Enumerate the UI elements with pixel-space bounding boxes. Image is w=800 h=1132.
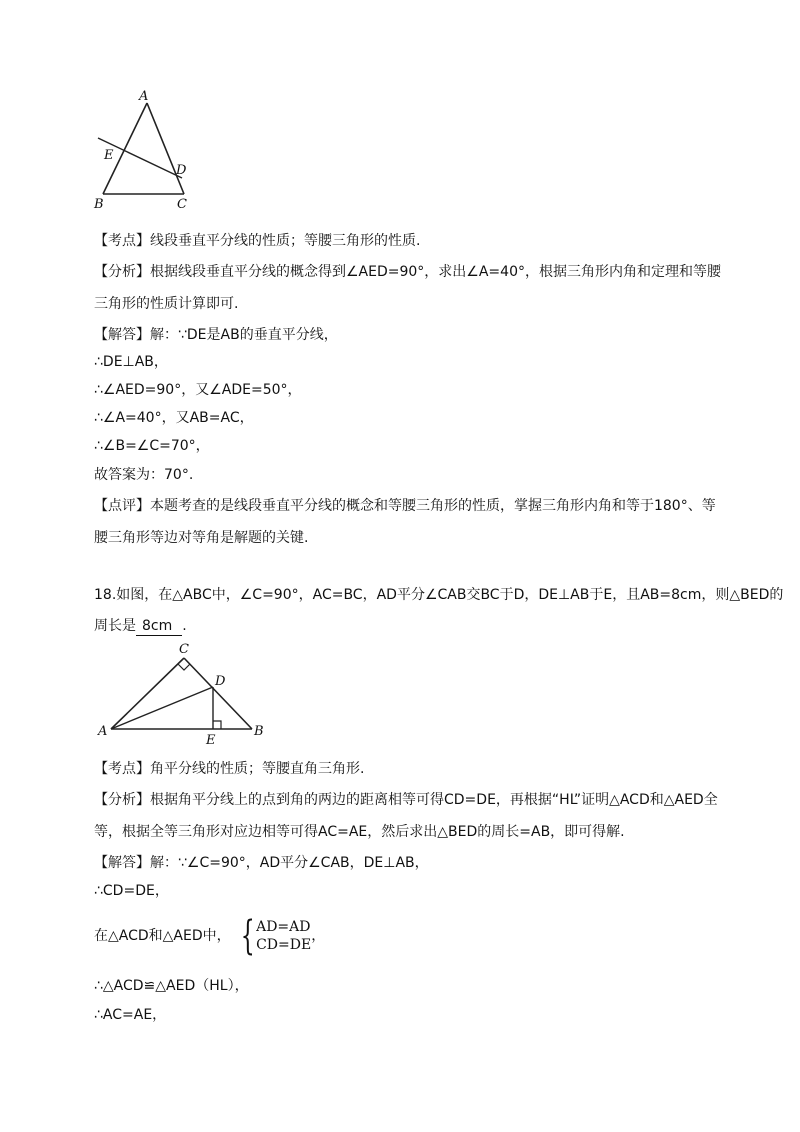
p18-system-prefix: 在△ACD和△AED中， [94, 928, 231, 944]
p18-step-3: ∴AC=AE， [94, 1007, 167, 1023]
p17-fenxi-2: 三角形的性质计算即可. [94, 296, 239, 312]
p17-step-4: ∴∠B=∠C=70°， [94, 438, 210, 454]
fig2-label-b: B [254, 724, 264, 739]
figure-1-triangle [88, 88, 198, 213]
left-brace-icon: { [240, 913, 255, 959]
figure-2-triangle [94, 638, 274, 748]
fig2-label-a: A [98, 724, 108, 739]
fig1-label-a: A [139, 89, 149, 104]
q18-stem-1: 18.如图，在△ABC中，∠C=90°，AC=BC，AD平分∠CAB交BC于D，DE⊥AB于E，且AB=8cm，则△BED的 [94, 587, 784, 603]
p17-fenxi-1: 【分析】根据线段垂直平分线的概念得到∠AED=90°，求出∠A=40°，根据三角形内角和定理和等腰 [94, 264, 721, 280]
p18-system-suffix: ， [311, 928, 326, 944]
fig1-label-c: C [177, 197, 187, 212]
p18-system-line [94, 913, 326, 959]
fig1-label-e: E [104, 148, 114, 163]
fig1-side-ac [147, 103, 184, 194]
fig2-side-ac [111, 658, 184, 729]
p18-fenxi-1: 【分析】根据角平分线上的点到角的两边的距离相等可得CD=DE，再根据“HL”证明△ACD和△AED全 [94, 792, 718, 808]
p17-jieda: 【解答】解：∵DE是AB的垂直平分线， [94, 327, 338, 343]
p18-kaodian: 【考点】角平分线的性质；等腰直角三角形. [94, 761, 365, 777]
p18-system-eq-1: AD=AD [256, 919, 311, 935]
p17-dianping-2: 腰三角形等边对等角是解题的关键. [94, 530, 309, 546]
p18-system-eq-2: CD=DE [256, 937, 312, 953]
fig2-label-c: C [179, 642, 189, 657]
p17-kaodian: 【考点】线段垂直平分线的性质；等腰三角形的性质. [94, 233, 421, 249]
p17-dianping-1: 【点评】本题考查的是线段垂直平分线的概念和等腰三角形的性质，掌握三角形内角和等于180°、等 [94, 498, 716, 514]
p18-step-2: ∴△ACD≌△AED（HL）， [94, 978, 249, 994]
fig2-side-bc [184, 658, 252, 729]
q18-stem-2-suffix: . [182, 618, 187, 634]
p17-step-1: ∴DE⊥AB， [94, 354, 168, 370]
fig2-label-d: D [215, 674, 226, 689]
p18-jieda: 【解答】解：∵∠C=90°，AD平分∠CAB，DE⊥AB， [94, 855, 429, 871]
p18-step-1: ∴CD=DE， [94, 883, 169, 899]
fig2-right-angle-c [178, 664, 190, 670]
p17-answer: 故答案为：70°. [94, 467, 194, 483]
q18-stem-2 [94, 616, 187, 636]
fig2-line-ad [111, 687, 213, 729]
p17-step-2: ∴∠AED=90°，又∠ADE=50°， [94, 382, 302, 398]
q18-answer-blank: 8cm [136, 618, 182, 636]
p18-equation-system [235, 913, 312, 959]
p17-step-3: ∴∠A=40°，又AB=AC， [94, 410, 254, 426]
fig2-right-angle-e [213, 721, 221, 729]
fig1-label-b: B [94, 197, 104, 212]
fig1-label-d: D [176, 163, 187, 178]
p18-fenxi-2: 等，根据全等三角形对应边相等可得AC=AE，然后求出△BED的周长=AB，即可得解. [94, 824, 625, 840]
q18-stem-2-prefix: 周长是 [94, 618, 136, 634]
fig2-label-e: E [206, 733, 216, 748]
